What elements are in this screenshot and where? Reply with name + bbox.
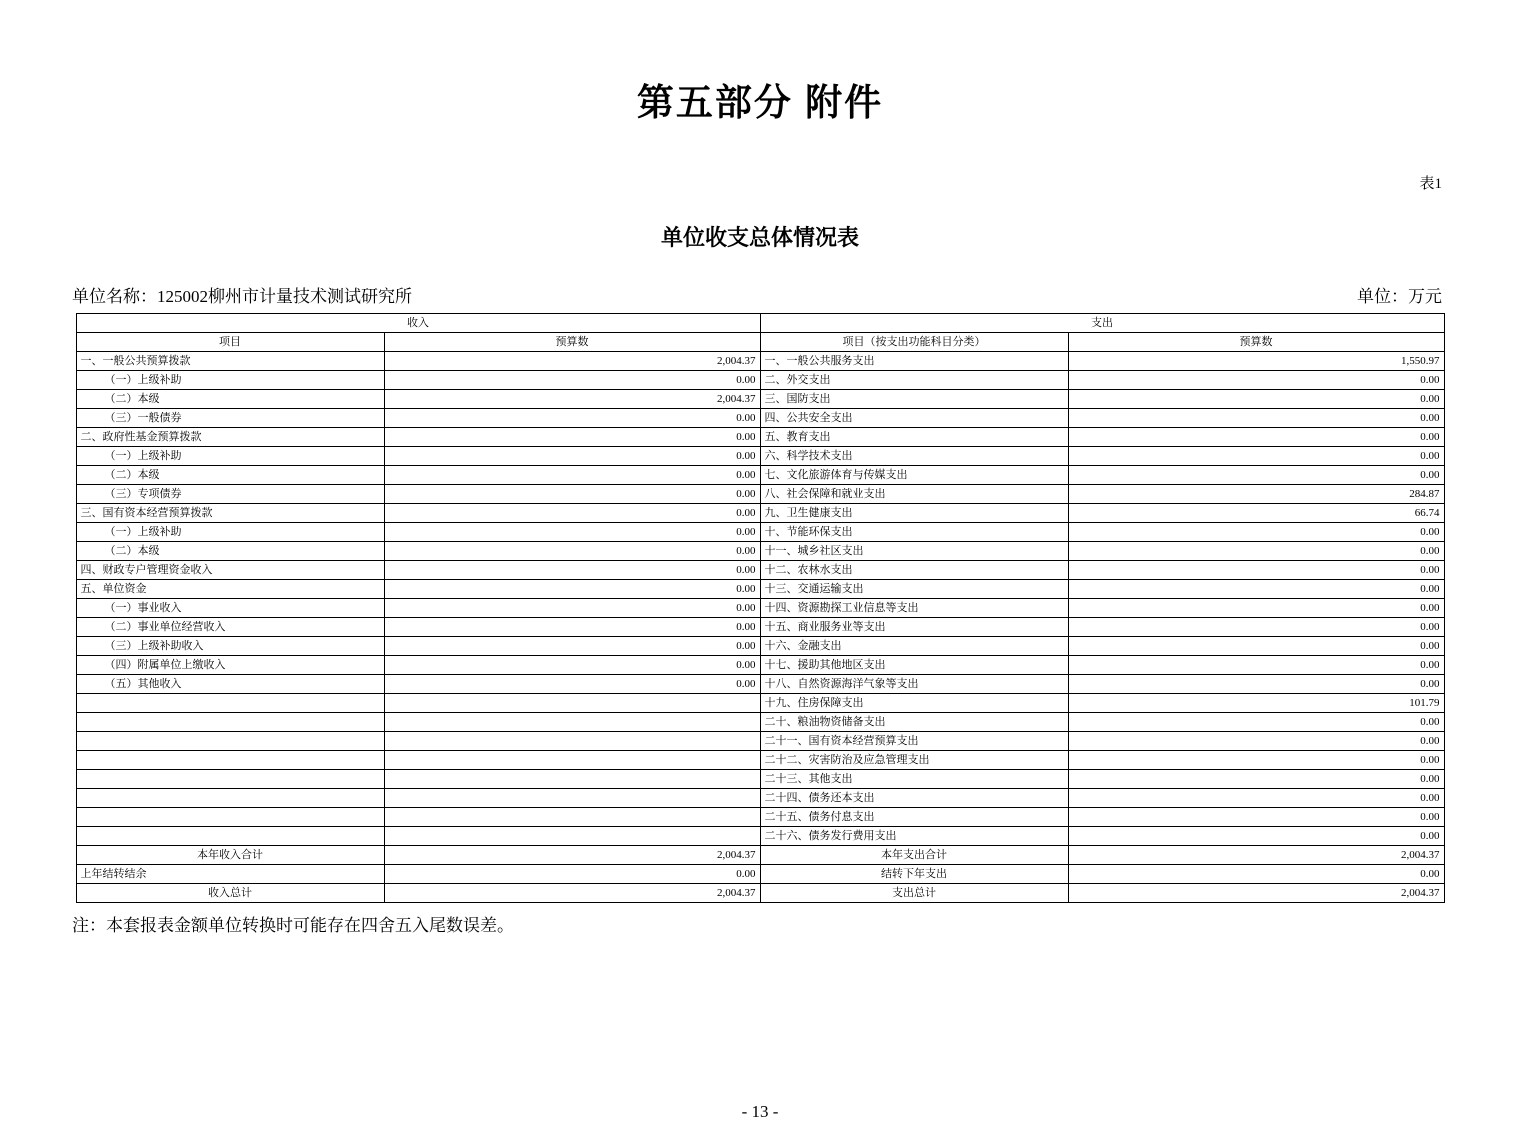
income-item-label — [76, 827, 384, 846]
income-item-value — [384, 713, 760, 732]
table-row — [76, 808, 1444, 827]
income-item-label: （二）本级 — [76, 390, 384, 409]
expense-item-value: 0.00 — [1068, 675, 1444, 694]
income-item-value — [384, 808, 760, 827]
expense-item-value: 0.00 — [1068, 713, 1444, 732]
budget-table — [76, 313, 1445, 903]
income-item-value: 0.00 — [384, 485, 760, 504]
income-item-value: 0.00 — [384, 675, 760, 694]
income-item-label — [76, 751, 384, 770]
table-row — [76, 504, 1444, 523]
expense-item-value: 0.00 — [1068, 409, 1444, 428]
table-row — [76, 770, 1444, 789]
expense-item-label: 十三、交通运输支出 — [760, 580, 1068, 599]
income-item-label — [76, 808, 384, 827]
income-item-value: 0.00 — [384, 409, 760, 428]
income-item-value: 0.00 — [384, 618, 760, 637]
income-item-label: （五）其他收入 — [76, 675, 384, 694]
income-item-label: （二）事业单位经营收入 — [76, 618, 384, 637]
expense-item-label: 十九、住房保障支出 — [760, 694, 1068, 713]
expense-item-value: 0.00 — [1068, 770, 1444, 789]
income-item-label: （一）上级补助 — [76, 447, 384, 466]
income-item-value: 0.00 — [384, 504, 760, 523]
table-row — [76, 675, 1444, 694]
table-row — [76, 580, 1444, 599]
table-row — [76, 371, 1444, 390]
group-header-expense: 支出 — [760, 314, 1444, 333]
summary-income-value: 2,004.37 — [384, 884, 760, 903]
income-item-value — [384, 827, 760, 846]
income-item-value: 0.00 — [384, 523, 760, 542]
table-row — [76, 732, 1444, 751]
income-item-value — [384, 789, 760, 808]
unit-name: 单位名称：125002柳州市计量技术测试研究所 — [72, 287, 412, 306]
expense-item-value: 0.00 — [1068, 751, 1444, 770]
expense-item-value: 284.87 — [1068, 485, 1444, 504]
income-item-value: 0.00 — [384, 599, 760, 618]
expense-item-label: 二十二、灾害防治及应急管理支出 — [760, 751, 1068, 770]
currency-unit: 单位：万元 — [1357, 287, 1442, 306]
group-header-income: 收入 — [76, 314, 760, 333]
summary-expense-label: 本年支出合计 — [760, 846, 1068, 865]
column-header-income-item: 项目 — [76, 333, 384, 352]
expense-item-value: 0.00 — [1068, 580, 1444, 599]
expense-item-value: 0.00 — [1068, 599, 1444, 618]
summary-income-value: 0.00 — [384, 865, 760, 884]
summary-expense-value: 2,004.37 — [1068, 846, 1444, 865]
expense-item-label: 六、科学技术支出 — [760, 447, 1068, 466]
table-row — [76, 599, 1444, 618]
income-item-label: 四、财政专户管理资金收入 — [76, 561, 384, 580]
expense-item-value: 66.74 — [1068, 504, 1444, 523]
income-item-label: （一）上级补助 — [76, 371, 384, 390]
expense-item-label: 十五、商业服务业等支出 — [760, 618, 1068, 637]
expense-item-label: 十一、城乡社区支出 — [760, 542, 1068, 561]
expense-item-label: 十六、金融支出 — [760, 637, 1068, 656]
income-item-label — [76, 770, 384, 789]
table-row — [76, 713, 1444, 732]
expense-item-label: 二十六、债务发行费用支出 — [760, 827, 1068, 846]
income-item-label: （三）专项债券 — [76, 485, 384, 504]
summary-income-label: 本年收入合计 — [76, 846, 384, 865]
income-item-label: （二）本级 — [76, 542, 384, 561]
document-page — [0, 72, 1520, 1146]
page-number: - 13 - — [741, 1102, 779, 1121]
expense-item-value: 0.00 — [1068, 618, 1444, 637]
table-row — [76, 618, 1444, 637]
expense-item-value: 101.79 — [1068, 694, 1444, 713]
expense-item-value: 0.00 — [1068, 561, 1444, 580]
expense-item-value: 0.00 — [1068, 428, 1444, 447]
summary-expense-label: 结转下年支出 — [760, 865, 1068, 884]
table-column-header-row — [76, 333, 1444, 352]
expense-item-value: 0.00 — [1068, 371, 1444, 390]
summary-expense-value: 0.00 — [1068, 865, 1444, 884]
column-header-expense-budget: 预算数 — [1068, 333, 1444, 352]
table-row — [76, 656, 1444, 675]
income-item-value: 0.00 — [384, 561, 760, 580]
income-item-label: （四）附属单位上缴收入 — [76, 656, 384, 675]
income-item-label: 二、政府性基金预算拨款 — [76, 428, 384, 447]
income-item-value: 0.00 — [384, 447, 760, 466]
expense-item-value: 0.00 — [1068, 789, 1444, 808]
expense-item-label: 十七、援助其他地区支出 — [760, 656, 1068, 675]
expense-item-value: 0.00 — [1068, 523, 1444, 542]
expense-item-label: 八、社会保障和就业支出 — [760, 485, 1068, 504]
budget-table-body — [76, 314, 1444, 903]
income-item-value: 0.00 — [384, 428, 760, 447]
expense-item-value: 0.00 — [1068, 447, 1444, 466]
expense-item-value: 0.00 — [1068, 656, 1444, 675]
expense-item-value: 0.00 — [1068, 808, 1444, 827]
income-item-label — [76, 713, 384, 732]
income-item-value: 0.00 — [384, 371, 760, 390]
expense-item-label: 一、一般公共服务支出 — [760, 352, 1068, 371]
expense-item-value: 1,550.97 — [1068, 352, 1444, 371]
table-summary-row — [76, 884, 1444, 903]
table-row — [76, 789, 1444, 808]
income-item-label: 五、单位资金 — [76, 580, 384, 599]
column-header-income-budget: 预算数 — [384, 333, 760, 352]
income-item-value — [384, 732, 760, 751]
income-item-label: （二）本级 — [76, 466, 384, 485]
expense-item-label: 二十、粮油物资储备支出 — [760, 713, 1068, 732]
expense-item-value: 0.00 — [1068, 542, 1444, 561]
expense-item-label: 二十三、其他支出 — [760, 770, 1068, 789]
expense-item-value: 0.00 — [1068, 827, 1444, 846]
expense-item-label: 五、教育支出 — [760, 428, 1068, 447]
income-item-value: 0.00 — [384, 580, 760, 599]
table-title: 单位收支总体情况表 — [660, 225, 859, 250]
page-title: 第五部分 附件 — [636, 82, 884, 123]
table-row — [76, 390, 1444, 409]
table-summary-row — [76, 865, 1444, 884]
income-item-value — [384, 770, 760, 789]
income-item-value — [384, 694, 760, 713]
table-row — [76, 466, 1444, 485]
summary-income-label: 上年结转结余 — [76, 865, 384, 884]
table-group-header-row — [76, 314, 1444, 333]
table-row — [76, 352, 1444, 371]
table-row — [76, 694, 1444, 713]
income-item-value: 0.00 — [384, 542, 760, 561]
table-row — [76, 827, 1444, 846]
column-header-expense-item: 项目（按支出功能科目分类） — [760, 333, 1068, 352]
expense-item-label: 七、文化旅游体育与传媒支出 — [760, 466, 1068, 485]
income-item-label: 三、国有资本经营预算拨款 — [76, 504, 384, 523]
income-item-label: （三）上级补助收入 — [76, 637, 384, 656]
income-item-label: （一）上级补助 — [76, 523, 384, 542]
table-row — [76, 447, 1444, 466]
expense-item-label: 十、节能环保支出 — [760, 523, 1068, 542]
expense-item-label: 十四、资源勘探工业信息等支出 — [760, 599, 1068, 618]
expense-item-value: 0.00 — [1068, 390, 1444, 409]
expense-item-label: 二十一、国有资本经营预算支出 — [760, 732, 1068, 751]
expense-item-value: 0.00 — [1068, 466, 1444, 485]
expense-item-label: 三、国防支出 — [760, 390, 1068, 409]
income-item-label — [76, 732, 384, 751]
expense-item-label: 二十五、债务付息支出 — [760, 808, 1068, 827]
summary-expense-value: 2,004.37 — [1068, 884, 1444, 903]
table-summary-row — [76, 846, 1444, 865]
table-row — [76, 561, 1444, 580]
table-row — [76, 637, 1444, 656]
income-item-label — [76, 789, 384, 808]
expense-item-value: 0.00 — [1068, 732, 1444, 751]
income-item-label: （一）事业收入 — [76, 599, 384, 618]
expense-item-label: 十二、农林水支出 — [760, 561, 1068, 580]
table-note: 注：本套报表金额单位转换时可能存在四舍五入尾数误差。 — [72, 916, 514, 935]
income-item-value — [384, 751, 760, 770]
expense-item-label: 二十四、债务还本支出 — [760, 789, 1068, 808]
income-item-value: 2,004.37 — [384, 390, 760, 409]
expense-item-label: 二、外交支出 — [760, 371, 1068, 390]
income-item-label: 一、一般公共预算拨款 — [76, 352, 384, 371]
income-item-value: 2,004.37 — [384, 352, 760, 371]
income-item-label — [76, 694, 384, 713]
summary-income-value: 2,004.37 — [384, 846, 760, 865]
expense-item-value: 0.00 — [1068, 637, 1444, 656]
table-row — [76, 523, 1444, 542]
income-item-value: 0.00 — [384, 656, 760, 675]
expense-item-label: 九、卫生健康支出 — [760, 504, 1068, 523]
expense-item-label: 十八、自然资源海洋气象等支出 — [760, 675, 1068, 694]
table-row — [76, 751, 1444, 770]
table-row — [76, 485, 1444, 504]
summary-income-label: 收入总计 — [76, 884, 384, 903]
income-item-label: （三）一般债券 — [76, 409, 384, 428]
income-item-value: 0.00 — [384, 637, 760, 656]
table-row — [76, 542, 1444, 561]
table-meta — [0, 282, 1520, 307]
table-number: 表1 — [1419, 176, 1442, 192]
table-row — [76, 428, 1444, 447]
expense-item-label: 四、公共安全支出 — [760, 409, 1068, 428]
income-item-value: 0.00 — [384, 466, 760, 485]
summary-expense-label: 支出总计 — [760, 884, 1068, 903]
table-row — [76, 409, 1444, 428]
